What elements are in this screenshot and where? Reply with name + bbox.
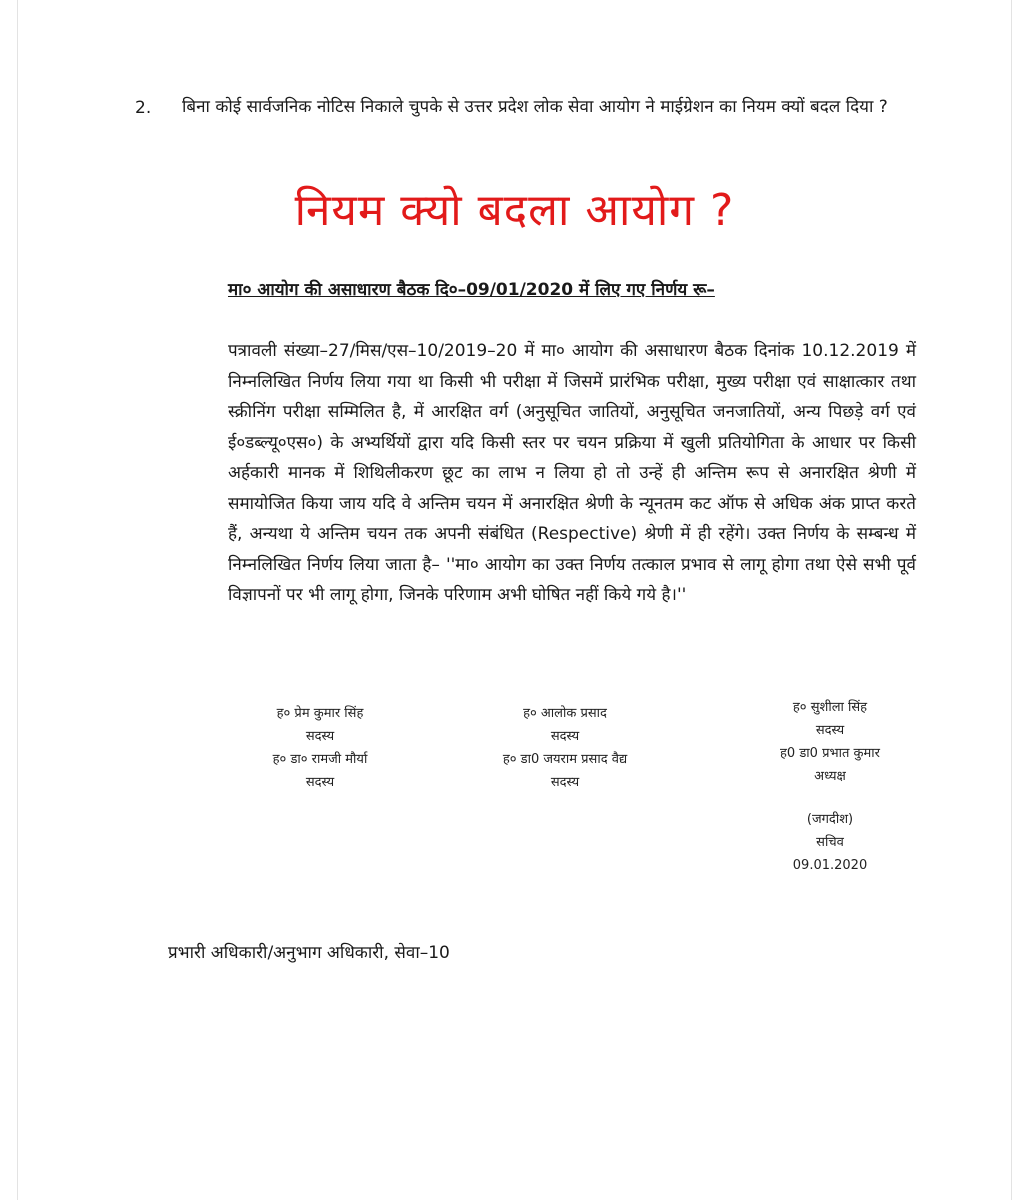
decision-subheading: मा० आयोग की असाधारण बैठक दि०–09/01/2020 में लिए गए निर्णय रू–: [228, 280, 715, 300]
signatory-role: सदस्य: [815, 723, 845, 738]
signatory-role: सदस्य: [550, 729, 580, 744]
signatory-role: अध्यक्ष: [814, 769, 846, 784]
signatory-block-right: [740, 696, 920, 788]
signatory-name: ह० डा0 जयराम प्रसाद वैद्य: [502, 752, 628, 767]
decision-body: पत्रावली संख्या–27/मिस/एस–10/2019–20 में मा० आयोग की असाधारण बैठक दिनांक 10.12.2019 में निम्नलिखित निर्णय लिया गया था किसी भी परीक्षा में जिसमें प्रारंभिक परीक्षा, मुख्य परीक्षा एवं साक्षात्कार तथा स्क्रीनिंग परीक्षा सम्मिलित है, में आरक्षित वर्ग (अनुसूचित जातियों, अनुसूचित जनजातियों, अन्य पिछड़े वर्ग एवं ई०डब्ल्यू०एस०) के अभ्यर्थियों द्वारा यदि किसी स्तर पर चयन प्रक्रिया में खुली प्रतियोगिता के आधार पर किसी अर्हकारी मानक में शिथिलीकरण छूट का लाभ न लिया हो तो उन्हें ही अन्तिम रूप से अनारक्षित श्रेणी में समायोजित किया जाय यदि वे अन्तिम चयन में अनारक्षित श्रेणी के न्यूनतम कट ऑफ से अधिक अंक प्राप्त करते हैं, अन्यथा ये अन्तिम चयन तक अपनी संबंधित (Respective) श्रेणी में ही रहेंगे। उक्त निर्णय के सम्बन्ध में निम्नलिखित निर्णय लिया जाता है– ''मा० आयोग का उक्त निर्णय तत्काल प्रभाव से लागू होगा तथा ऐसे सभी पूर्व विज्ञापनों पर भी लागू होगा, जिनके परिणाम अभी घोषित नहीं किये गये है।'': [228, 341, 916, 605]
signatory-role: सदस्य: [305, 729, 335, 744]
signatory-role: सदस्य: [550, 775, 580, 790]
question-text: बिना कोई सार्वजनिक नोटिस निकाले चुपके से उत्तर प्रदेश लोक सेवा आयोग ने माईग्रेशन का नियम क्यों बदल दिया ?: [182, 97, 888, 117]
officer-in-charge-line: प्रभारी अधिकारी/अनुभाग अधिकारी, सेवा–10: [168, 943, 450, 963]
question-number: 2.: [135, 98, 152, 118]
secretary-name: (जगदीश): [806, 812, 854, 827]
signatory-block-left: [230, 702, 410, 794]
secretary-date: 09.01.2020: [792, 858, 868, 873]
signatory-name: ह० प्रेम कुमार सिंह: [276, 706, 364, 721]
signatory-block-center: [450, 702, 680, 794]
signatory-name: ह० आलोक प्रसाद: [523, 706, 607, 721]
headline: नियम क्यो बदला आयोग ?: [294, 185, 735, 236]
secretary-block: [770, 808, 890, 877]
signatory-name: ह० डा० रामजी मौर्या: [272, 752, 368, 767]
secretary-title: सचिव: [816, 835, 844, 850]
signatory-role: सदस्य: [305, 775, 335, 790]
signatory-name: ह0 डा0 प्रभात कुमार: [780, 746, 880, 761]
signatory-name: ह० सुशीला सिंह: [792, 700, 868, 715]
